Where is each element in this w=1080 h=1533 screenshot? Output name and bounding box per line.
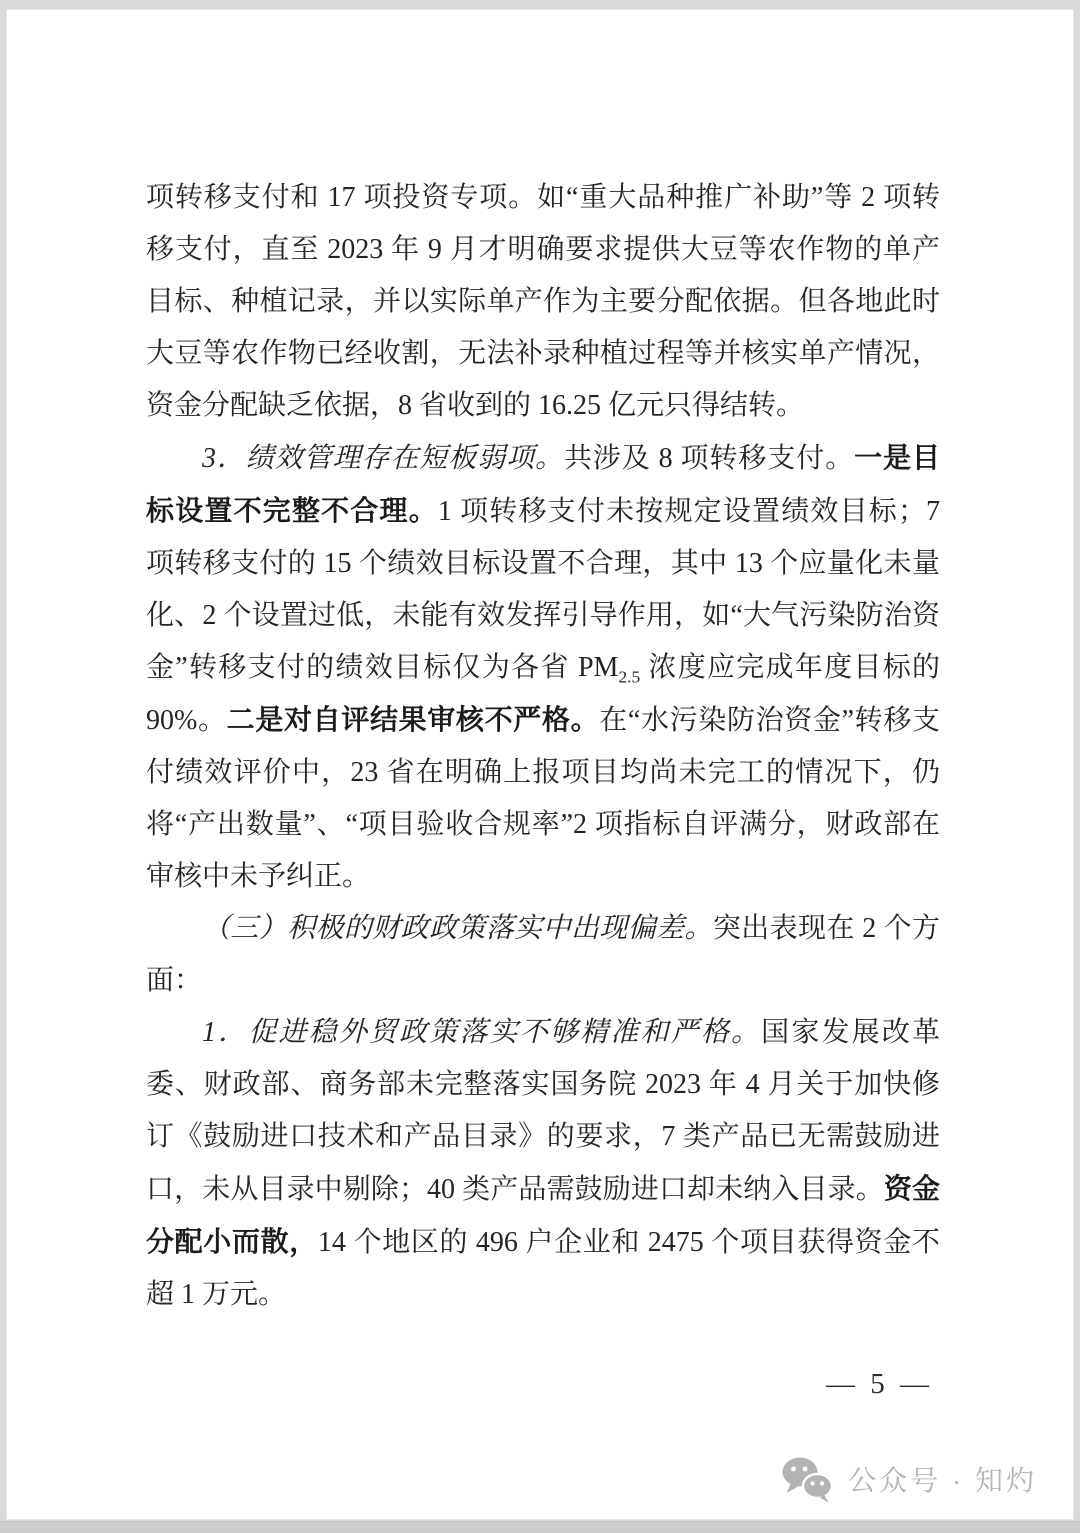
- text-run-fangsong: 在“水污染防治资金”转移支付绩效评价中，23 省在明确上报项目均尚未完工的情况下，仍将“产出数量”、“项目验收合规率”2 项指标自评满分，财政部在审核中未予纠正。: [146, 705, 941, 892]
- document-page: [6, 9, 1074, 1520]
- text-run-kaiti: 1．促进稳外贸政策落实不够精准和严格。: [202, 1017, 762, 1048]
- paragraph: [146, 432, 940, 903]
- text-run-fangsong: 浓度应完成年度目标的 90%。: [146, 652, 940, 736]
- page-number: — 5 —: [826, 1368, 933, 1400]
- text-run-subscript: 2.5: [618, 667, 641, 687]
- paragraph: [146, 903, 940, 1007]
- text-run-fangsong: 国家发展改革委、财政部、商务部未完整落实国务院 2023 年 4 月关于加快修订《鼓励进口技术和产品目录》的要求，7 类产品已无需鼓励进口，未从目录中剔除；40 类产品需鼓励进口却未纳入目录。: [146, 1017, 940, 1205]
- document-body: [146, 172, 940, 1321]
- text-run-bold: 资金分配小而散，: [146, 1173, 940, 1257]
- wechat-icon: [780, 1455, 834, 1503]
- text-run-fangsong: 14 个地区的 496 户企业和 2475 个项目获得资金不超 1 万元。: [146, 1227, 940, 1310]
- text-run-bold: 二是对自评结果审核不严格。: [226, 704, 600, 735]
- text-run-fangsong: 突出表现在 2 个方面：: [146, 913, 940, 996]
- wechat-account-label: 公众号 · 知灼: [848, 1465, 1037, 1496]
- text-run-bold: 一是目标设置不完整不合理。: [146, 442, 940, 526]
- paragraph: [146, 172, 940, 432]
- text-run-kaiti: （三）积极的财政政策落实中出现偏差。: [202, 913, 713, 944]
- text-run-kaiti: 3．绩效管理存在短板弱项。: [202, 443, 564, 474]
- watermark-footer: [780, 1455, 1037, 1503]
- text-run-fangsong: 共涉及 8 项转移支付。: [563, 443, 855, 474]
- text-run-fangsong: 项转移支付和 17 项投资专项。如“重大品种推广补助”等 2 项转移支付，直至 2023 年 9 月才明确要求提供大豆等农作物的单产目标、种植记录，并以实际单产作为主要分配依据。但各地此时大豆等农作物已经收割，无法补录种植过程等并核实单产情况，资金分配缺乏依据，8 省收到的 16.25 亿元只得结转。: [146, 182, 940, 421]
- paragraph: [146, 1007, 940, 1321]
- text-run-fangsong: 1 项转移支付未按规定设置绩效目标；7 项转移支付的 15 个绩效目标设置不合理，其中 13 个应量化未量化、2 个设置过低，未能有效发挥引导作用，如“大气污染防治资金”转移支付的绩效目标仅为各省 PM: [146, 496, 940, 683]
- bottom-strip: [0, 1521, 1080, 1533]
